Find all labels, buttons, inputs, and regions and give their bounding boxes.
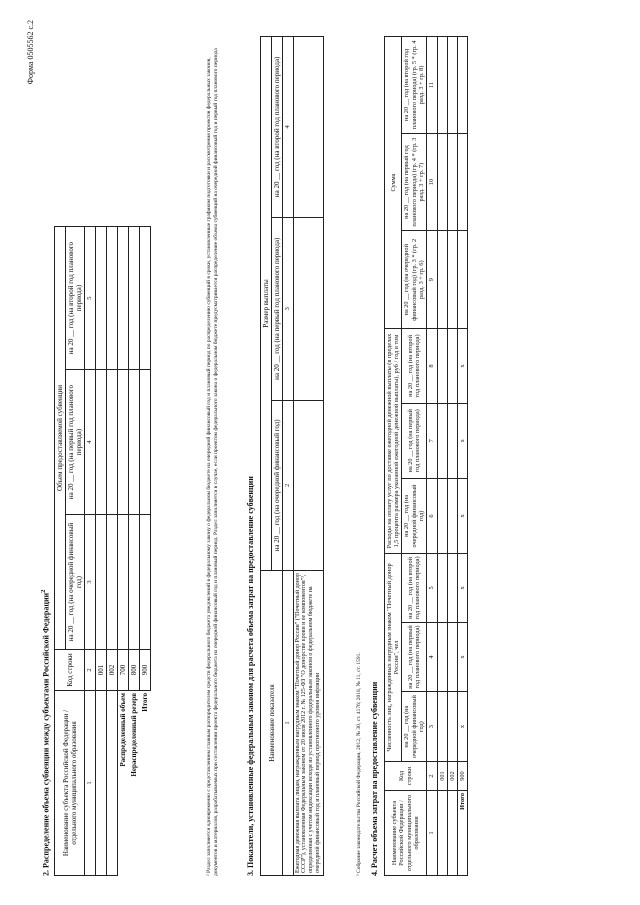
s2-col-name: Наименование субъекта Российской Федерации / отдельного муниципального образования xyxy=(55,691,85,876)
s3-col-y2: на 20 __ год (на первый год планового периода) xyxy=(272,217,283,400)
s4-cell[interactable] xyxy=(437,554,447,623)
s2-cell[interactable] xyxy=(95,515,106,650)
s4-cell[interactable] xyxy=(437,692,447,762)
s2-cell[interactable] xyxy=(128,515,139,650)
s4-num: 6 xyxy=(427,478,437,553)
s4-c5: на 20 __ год (на второй год планового периода) xyxy=(402,554,427,623)
s2-num: 5 xyxy=(85,227,95,370)
s2-num: 1 xyxy=(85,691,95,876)
s2-code: 002 xyxy=(106,650,117,691)
s2-cell[interactable] xyxy=(106,370,117,515)
s4-cell[interactable] xyxy=(447,478,457,553)
s4-num: 5 xyxy=(427,554,437,623)
section3-table xyxy=(260,36,324,876)
s4-cell[interactable] xyxy=(447,329,457,404)
s4-total-label: Итого xyxy=(458,791,468,876)
s4-num: 1 xyxy=(427,791,437,876)
s4-c10: на 20 __ год (на первый год планового периода) (гр. 4 * (гр. 3 разд. 3 + гр. 7) xyxy=(402,133,427,230)
s4-code: 001 xyxy=(437,762,447,791)
s4-num: 11 xyxy=(427,37,437,134)
s3-cell[interactable] xyxy=(293,400,324,570)
s4-num: 2 xyxy=(427,762,437,791)
section3-title: 3. Показатели, установленные федеральным законом для расчета объема затрат на предоставление субвенции xyxy=(246,476,255,876)
section2-title xyxy=(40,590,51,877)
s4-col-sum: Сумма xyxy=(385,37,402,329)
footnote-3: ³ Собрание законодательства Российской Федерации, 2012, № 30, ст. 4176; 2018, № 11, ст. 1591. xyxy=(356,652,362,876)
s2-col-code: Код строки xyxy=(55,650,85,691)
s4-col-name: Наименование субъекта Российской Федерации / отдельного муниципального образования xyxy=(385,791,427,876)
s2-row-label: Итого xyxy=(140,693,149,712)
s4-cell[interactable] xyxy=(437,791,447,876)
s2-row-label: Распределенный объем xyxy=(118,693,127,767)
s4-cell[interactable] xyxy=(447,231,457,329)
s4-cell[interactable] xyxy=(447,133,457,230)
section4-title: 4. Расчет объема затрат на предоставление субвенции xyxy=(370,681,379,876)
s2-cell[interactable] xyxy=(95,370,106,515)
s2-code: 900 xyxy=(139,650,150,691)
s2-cell[interactable] xyxy=(117,515,128,650)
s4-num: 10 xyxy=(427,133,437,230)
s2-num: 2 xyxy=(85,650,95,691)
s3-num: 4 xyxy=(283,37,293,218)
s3-cell[interactable] xyxy=(293,217,324,400)
s4-c4: на 20 __ год (на первый год планового периода) xyxy=(402,622,427,691)
s4-col-count: Численность лиц, награжденных нагрудным знаком "Почетный донор России", чел xyxy=(385,554,402,762)
s2-cell[interactable] xyxy=(106,227,117,370)
s4-cell[interactable] xyxy=(458,133,468,230)
s4-cell[interactable] xyxy=(447,554,457,623)
s2-col-volume: Объем предоставляемой субвенции xyxy=(55,227,66,650)
s2-col-y3: на 20 __ год (на второй год планового периода) xyxy=(66,227,85,370)
s2-col-y1: на 20 __ год (на очередной финансовый год) xyxy=(66,515,85,650)
s4-cell[interactable] xyxy=(458,231,468,329)
s2-num: 3 xyxy=(85,515,95,650)
footnote-2: ² Раздел заполняется одновременно с представлением главным распорядителем средств федерального бюджета уведомлений в федеральному закону о федеральном бюджете на очередной финансовый год и плановый период по распределению субвенций в сроки, установленные графиком подготовки и рассмотрения проектов федеральных законов, документов и материалов, разрабатываемых при составлении проекта федерального бюджета на очередной финансовый год и плановый период. Раздел заполняется в случае, если проектом федерального закона о федеральном бюджете предусматривается распределение объема субвенций на очередной финансовый год и первый год планового периода xyxy=(206,48,219,876)
s3-cell[interactable] xyxy=(293,37,324,218)
s4-x: x xyxy=(458,329,468,404)
s2-cell[interactable] xyxy=(139,370,150,515)
s4-cell[interactable] xyxy=(447,37,457,134)
s4-c6: на 20 __ год (на очередной финансовый год) xyxy=(402,478,427,553)
s2-cell[interactable] xyxy=(117,227,128,370)
s4-col-expenses: Расходы на оплату услуг по доставке ежегодной денежной выплаты (в пределах 1,5 процента размера указанной ежегодной денежной выплаты), руб / год в том xyxy=(385,329,402,554)
s2-row-label: Нераспределенный резерв xyxy=(129,693,138,777)
s3-num: 2 xyxy=(283,400,293,570)
s4-cell[interactable] xyxy=(437,478,447,553)
s3-row-text: Ежегодная денежная выплата лицам, награжденным нагрудным знаком "Почетный донор России" ("Почетный донор СССР"), установленная Федеральным законом от 20 июля 2012 г. № 125-ФЗ "О донорстве крови и ее компонентов"³, определенная с учетом индексации исходя из установленного федеральным законом о федеральном бюджете на очередной финансовый год и плановый период прогнозного уровня инфляции xyxy=(293,571,324,876)
document-page xyxy=(20,20,620,880)
s3-col-y3: на 20 __ год (на второй год планового периода) xyxy=(272,37,283,218)
s4-code: 002 xyxy=(447,762,457,791)
s2-cell[interactable] xyxy=(139,227,150,370)
section2-title-text: 2. Распределение объема субвенции между субъектами Российской Федерации xyxy=(41,592,51,876)
s4-cell[interactable] xyxy=(447,791,457,876)
s4-c8: на 20 __ год (на второй год планового периода) xyxy=(402,329,427,404)
s4-cell[interactable] xyxy=(437,329,447,404)
s4-x: x xyxy=(458,403,468,478)
s3-col-size: Размер выплаты xyxy=(261,37,272,571)
s2-cell[interactable] xyxy=(95,691,106,876)
s4-x: x xyxy=(458,478,468,553)
s2-cell[interactable] xyxy=(128,227,139,370)
s4-cell[interactable] xyxy=(447,403,457,478)
s4-cell[interactable] xyxy=(437,37,447,134)
s4-num: 4 xyxy=(427,622,437,691)
s4-num: 9 xyxy=(427,231,437,329)
s4-c7: на 20 __ год (на первый год планового периода) xyxy=(402,403,427,478)
s4-cell[interactable] xyxy=(447,622,457,691)
s4-cell[interactable] xyxy=(447,692,457,762)
s2-cell[interactable] xyxy=(95,227,106,370)
s4-col-code: Код строки xyxy=(385,762,427,791)
s2-num: 4 xyxy=(85,370,95,515)
s4-c11: на 20 __ год (на второй год планового периода) (гр. 5 * (гр. 4 разд. 3 + гр. 8) xyxy=(402,37,427,134)
s2-code: 001 xyxy=(95,650,106,691)
s4-num: 7 xyxy=(427,403,437,478)
form-code: Форма 0505562 с.2 xyxy=(26,20,35,85)
s4-x: x xyxy=(458,692,468,762)
s2-cell[interactable] xyxy=(117,370,128,515)
s4-num: 3 xyxy=(427,692,437,762)
s2-code: 800 xyxy=(128,650,139,691)
s3-col-name: Наименование показателя xyxy=(261,571,283,876)
s2-code: 700 xyxy=(117,650,128,691)
s3-num: 3 xyxy=(283,217,293,400)
s4-cell[interactable] xyxy=(437,622,447,691)
s4-x: x xyxy=(458,554,468,623)
s2-cell[interactable] xyxy=(139,515,150,650)
s4-cell[interactable] xyxy=(437,133,447,230)
section4-table xyxy=(384,36,468,876)
s4-c3: на 20 __ год (на очередной финансовый год) xyxy=(402,692,427,762)
s4-cell[interactable] xyxy=(458,37,468,134)
s4-c9: на 20 __ год (на очередной финансовый год) (гр. 3 * (гр. 2 разд. 3 + гр. 6) xyxy=(402,231,427,329)
s4-cell[interactable] xyxy=(437,231,447,329)
section2-table xyxy=(54,226,151,876)
s3-col-y1: на 20 __ год (на очередной финансовый год) xyxy=(272,400,283,570)
section2-footnote-mark: 2 xyxy=(40,589,47,593)
s2-cell[interactable] xyxy=(106,691,117,876)
s4-cell[interactable] xyxy=(437,403,447,478)
s3-num: 1 xyxy=(283,571,293,876)
s2-cell[interactable] xyxy=(106,515,117,650)
s2-col-y2: на 20 __ год (на первый год планового периода) xyxy=(66,370,85,515)
s2-cell[interactable] xyxy=(128,370,139,515)
s4-num: 8 xyxy=(427,329,437,404)
s4-x: x xyxy=(458,622,468,691)
s4-total-code: 900 xyxy=(458,762,468,791)
